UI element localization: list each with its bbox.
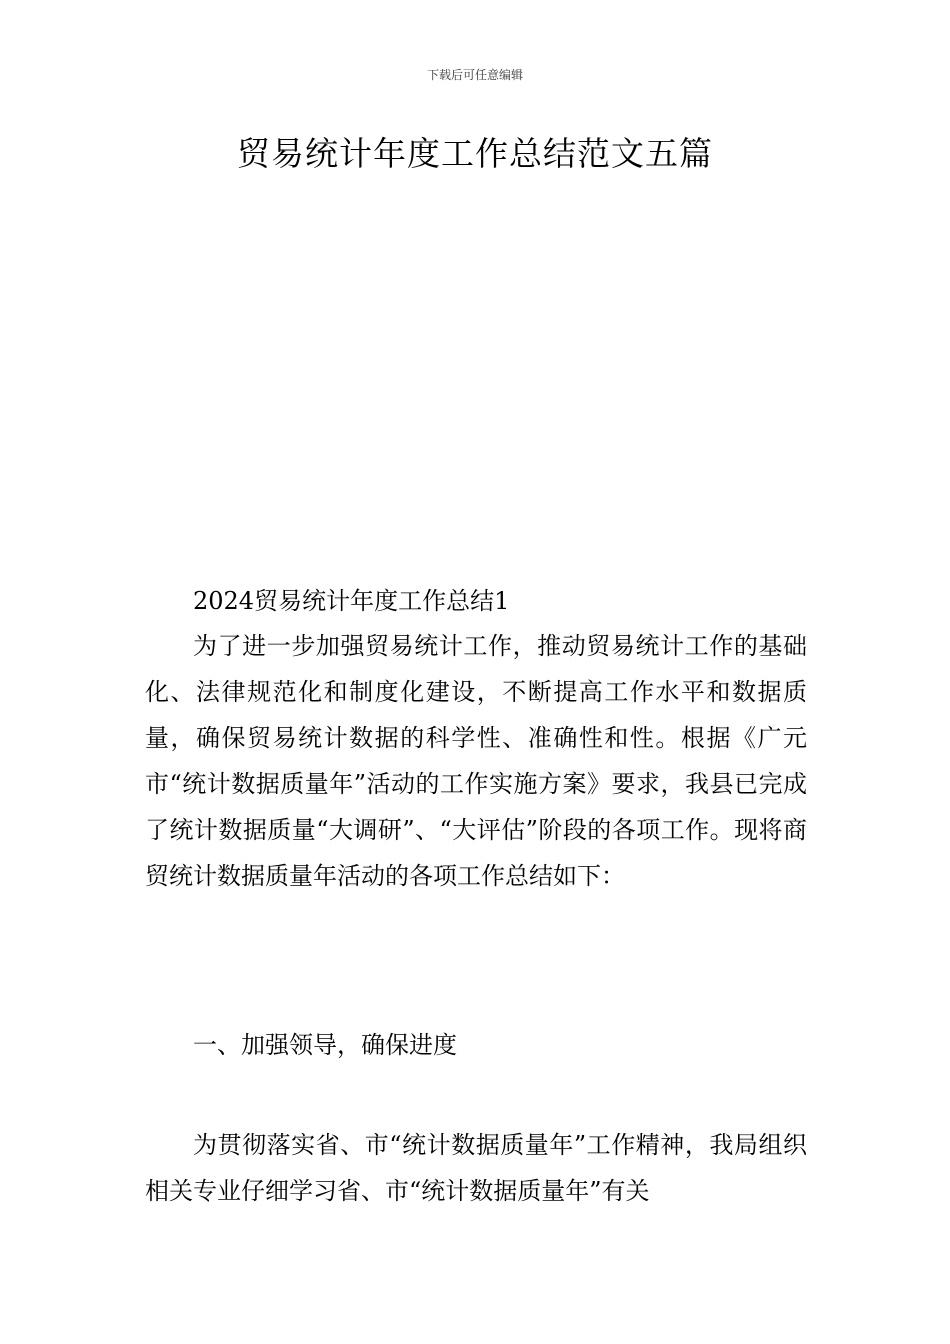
paragraph-section1-text: 为贯彻落实省、市“统计数据质量年”工作精神，我局组织相关专业仔细学习省、市“统计数据质量年”有关 <box>145 1131 807 1205</box>
paragraph-intro <box>145 623 807 899</box>
paragraph-section1 <box>145 1122 807 1214</box>
section-subtitle: 2024贸易统计年度工作总结1 <box>193 587 510 615</box>
document-title: 贸易统计年度工作总结范文五篇 <box>237 134 713 173</box>
section-heading-1: 一、加强领导，确保进度 <box>193 1031 457 1059</box>
paragraph-intro-text: 为了进一步加强贸易统计工作，推动贸易统计工作的基础化、法律规范化和制度化建设，不断提高工作水平和数据质量，确保贸易统计数据的科学性、准确性和性。根据《广元市“统计数据质量年”活动的工作实施方案》要求，我县已完成了统计数据质量“大调研”、“大评估”阶段的各项工作。现将商贸统计数据质量年活动的各项工作总结如下： <box>145 632 807 890</box>
header-note: 下载后可任意编辑 <box>426 68 523 82</box>
